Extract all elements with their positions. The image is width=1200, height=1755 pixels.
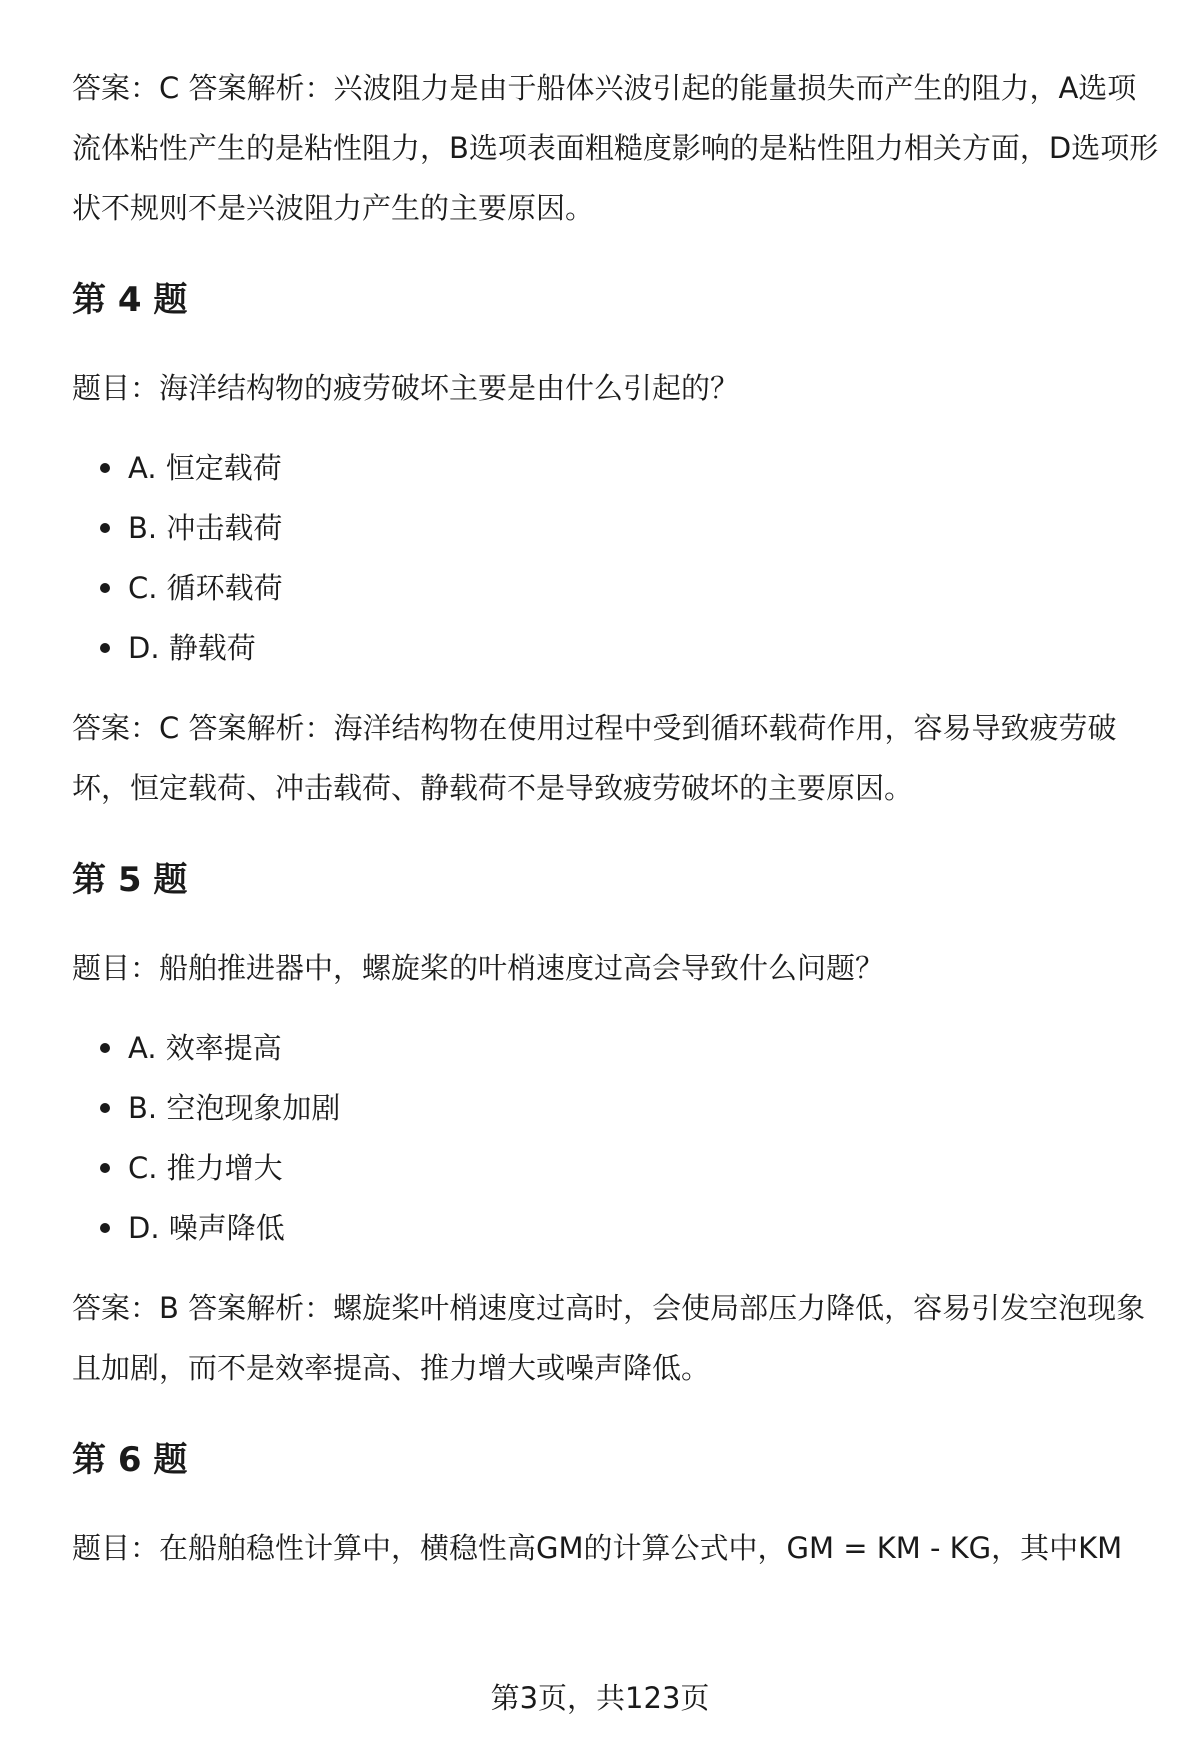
option-item xyxy=(72,498,1162,558)
option-label: C. 循环载荷 xyxy=(128,571,283,605)
question-4-heading: 第 4 题 xyxy=(72,280,188,320)
option-label: D. 静载荷 xyxy=(128,631,256,665)
option-label: B. 冲击载荷 xyxy=(128,511,283,545)
option-item xyxy=(72,618,1162,678)
page-footer: 第3页，共123页 xyxy=(490,1681,710,1715)
bullet-icon xyxy=(100,1043,110,1053)
option-item xyxy=(72,1018,1162,1078)
option-label: A. 恒定载荷 xyxy=(128,451,282,485)
bullet-icon xyxy=(100,463,110,473)
option-item xyxy=(72,1078,1162,1138)
option-label: A. 效率提高 xyxy=(128,1031,282,1065)
bullet-icon xyxy=(100,1163,110,1173)
question-6-text: 题目：在船舶稳性计算中，横稳性高GM的计算公式中，GM = KM - KG，其中KM xyxy=(72,1531,1123,1565)
question-5-heading: 第 5 题 xyxy=(72,860,188,900)
option-item xyxy=(72,558,1162,618)
question-5-answer: 答案：B 答案解析：螺旋桨叶梢速度过高时，会使局部压力降低，容易引发空泡现象且加剧，而不是效率提高、推力增大或噪声降低。 xyxy=(72,1291,1146,1385)
q3-answer-explanation: 答案：C 答案解析：兴波阻力是由于船体兴波引起的能量损失而产生的阻力，A选项流体粘性产生的是粘性阻力，B选项表面粗糙度影响的是粘性阻力相关方面，D选项形状不规则不是兴波阻力产生的主要原因。 xyxy=(72,71,1159,225)
question-5-options xyxy=(72,1018,1162,1258)
option-label: C. 推力增大 xyxy=(128,1151,283,1185)
option-item xyxy=(72,1198,1162,1258)
question-5-text: 题目：船舶推进器中，螺旋桨的叶梢速度过高会导致什么问题？ xyxy=(72,951,885,985)
bullet-icon xyxy=(100,523,110,533)
option-item xyxy=(72,438,1162,498)
bullet-icon xyxy=(100,643,110,653)
bullet-icon xyxy=(100,583,110,593)
option-label: B. 空泡现象加剧 xyxy=(128,1091,341,1125)
option-item xyxy=(72,1138,1162,1198)
bullet-icon xyxy=(100,1223,110,1233)
question-6-heading: 第 6 题 xyxy=(72,1440,188,1480)
question-4-answer: 答案：C 答案解析：海洋结构物在使用过程中受到循环载荷作用，容易导致疲劳破坏，恒定载荷、冲击载荷、静载荷不是导致疲劳破坏的主要原因。 xyxy=(72,711,1117,805)
question-4-options xyxy=(72,438,1162,678)
option-label: D. 噪声降低 xyxy=(128,1211,285,1245)
document-page xyxy=(72,58,1162,1578)
bullet-icon xyxy=(100,1103,110,1113)
question-4-text: 题目：海洋结构物的疲劳破坏主要是由什么引起的？ xyxy=(72,371,740,405)
